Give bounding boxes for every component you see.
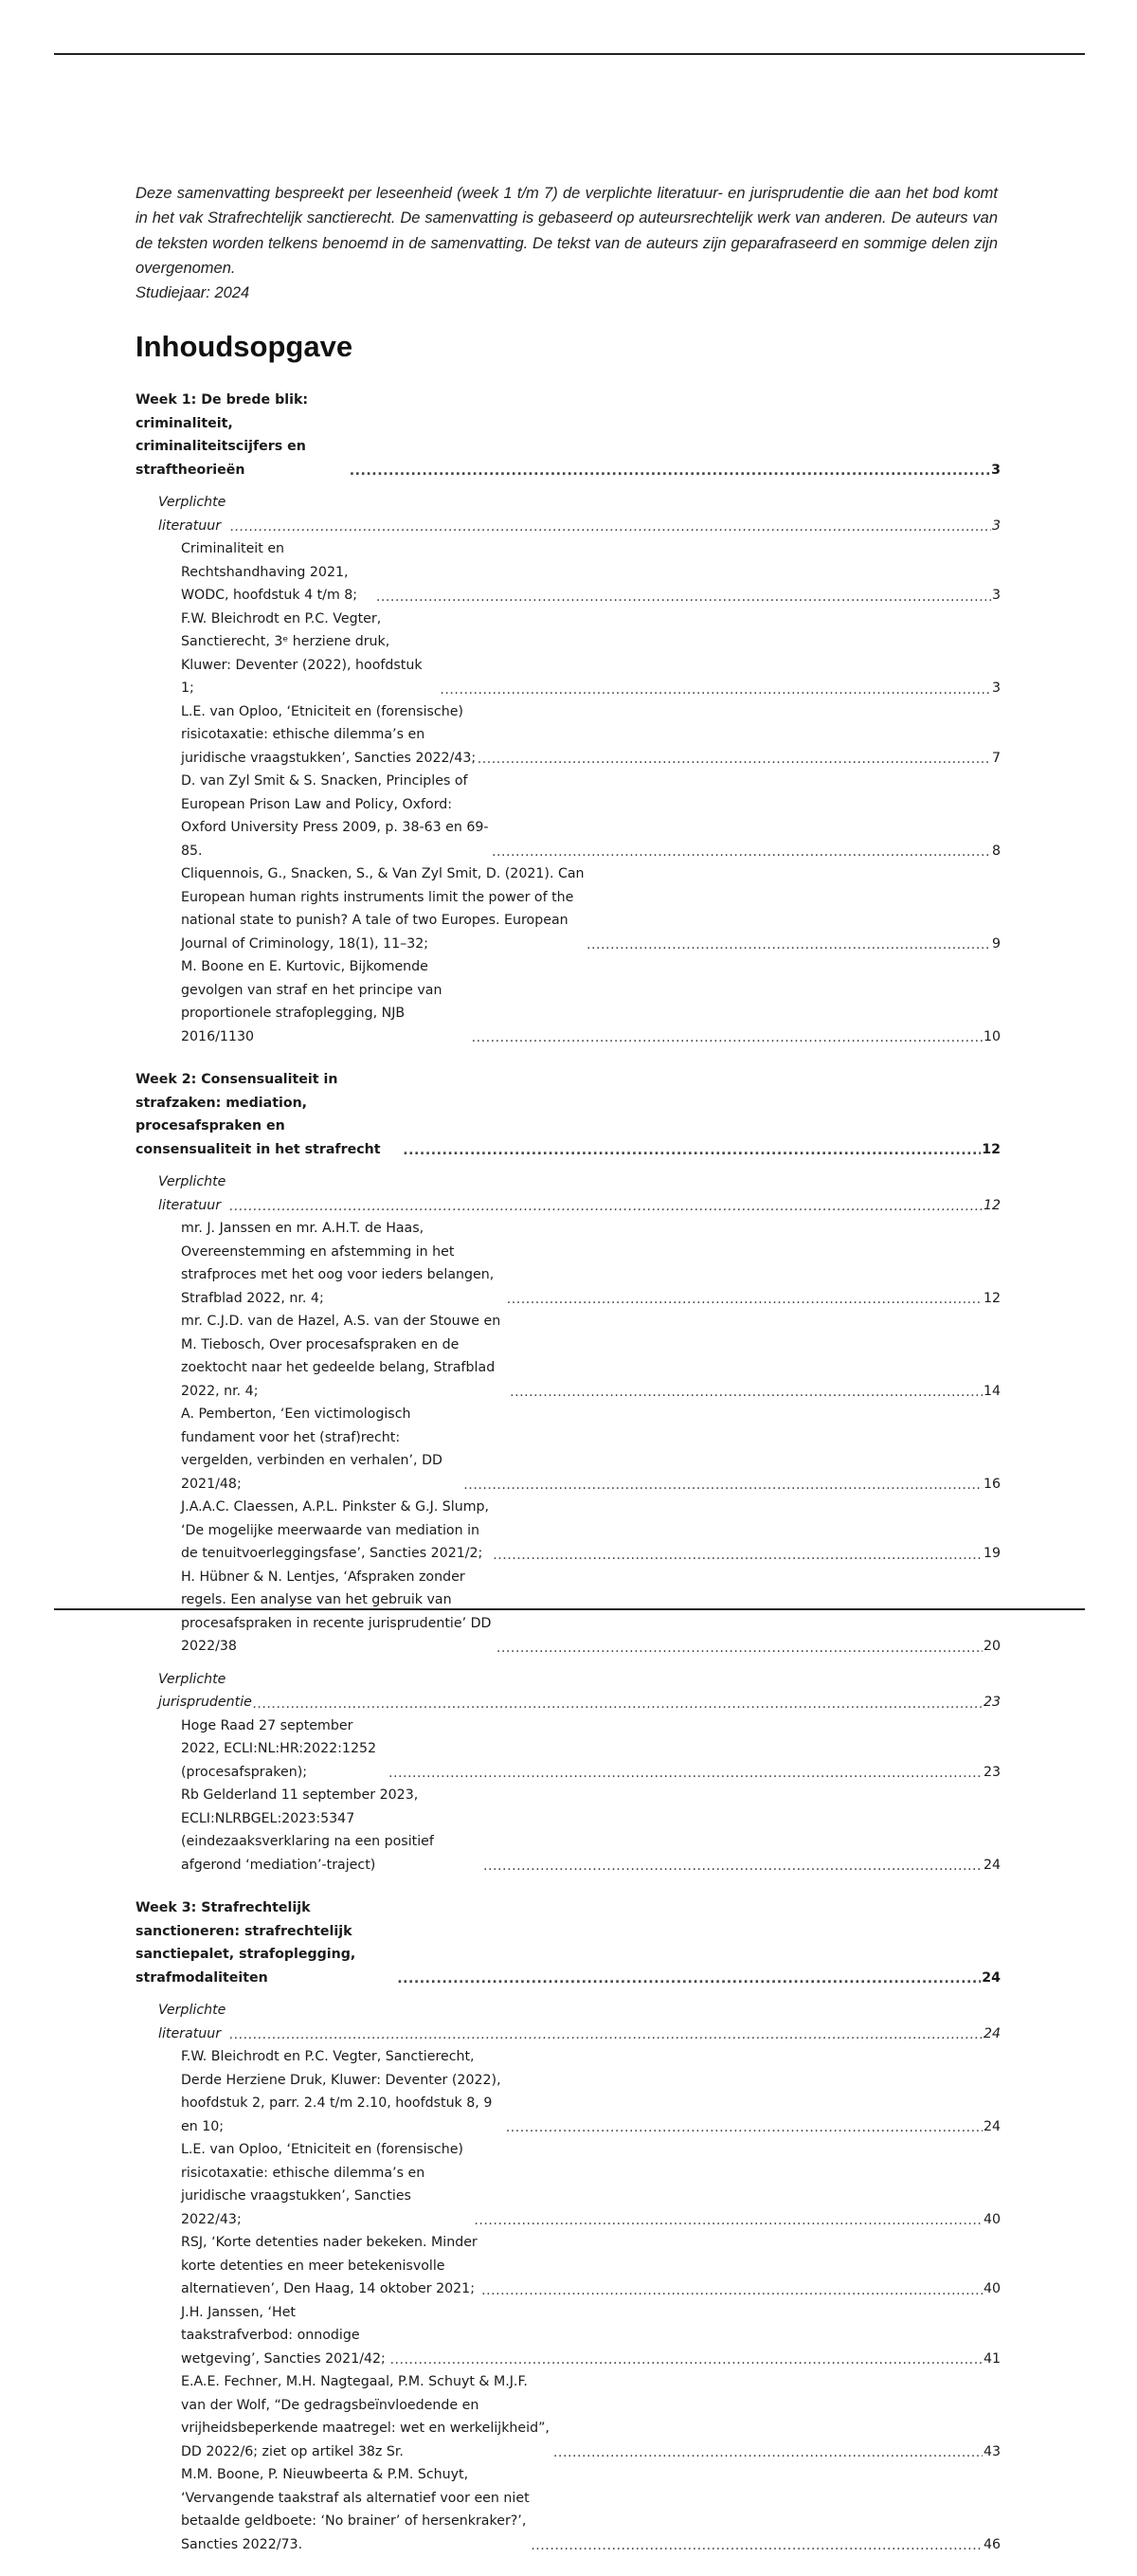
toc-entry-text: F.W. Bleichrodt en P.C. Vegter, Sanctierecht, Derde Herziene Druk, Kluwer: Deventer (2022), hoofdstuk 2, parr. 2.4 t/m 2.10, hoofdstuk 8, 9 en 10; (181, 2049, 501, 2134)
toc-week-1 (135, 389, 1001, 1048)
dot-leader (481, 2286, 983, 2295)
toc-entry-page: 20 (983, 1639, 1001, 1654)
toc-entry-page: 40 (983, 2211, 1001, 2227)
toc-section-heading-text: Verplichte literatuur (158, 495, 226, 534)
toc-entry[interactable] (135, 1566, 1001, 1659)
toc-entry-page: 46 (983, 2536, 1001, 2552)
toc-entry[interactable] (135, 1310, 1001, 1403)
toc-section (135, 491, 1001, 1048)
toc-week-heading[interactable] (135, 389, 1001, 481)
toc-week-heading-text: Week 1: De brede blik: criminaliteit, criminaliteitscijfers en straftheorieën (135, 392, 309, 478)
toc-week-2 (135, 1068, 1001, 1877)
toc-entry-text: D. van Zyl Smit & S. Snacken, Principles of European Prison Law and Policy, Oxford: Oxford University Press 2009, p. 38-63 en 69-85. (181, 773, 489, 859)
intro-paragraph: Deze samenvatting bespreekt per leseenheid (week 1 t/m 7) de verplichte literatuur- en jurisprudentie die aan het bod komt in het vak Strafrechtelijk sanctierecht. De samenvatting is gebaseerd op auteursrechtelijk werk van anderen. De auteurs van de teksten worden telkens benoemd in de samenvatting. De tekst van de auteurs zijn geparafraseerd en sommige delen zijn overgenomen. (135, 185, 998, 277)
toc-entry-text: mr. C.J.D. van de Hazel, A.S. van der Stouwe en M. Tiebosch, Over procesafspraken en de zoektocht naar het gedeelde belang, Strafblad 2022, nr. 4; (181, 1314, 501, 1399)
toc-section (135, 1170, 1001, 1659)
toc-week-heading-text: Week 3: Strafrechtelijk sanctioneren: strafrechtelijk sanctiepalet, strafoplegging, strafmodaliteiten (135, 1900, 356, 1986)
dot-leader (440, 685, 991, 695)
footer-rule (54, 1608, 1085, 1610)
dot-leader (510, 1388, 983, 1397)
toc-entry[interactable] (135, 2138, 1001, 2231)
toc-entry[interactable] (135, 1217, 1001, 1310)
toc-entry[interactable] (135, 2463, 1001, 2556)
toc-entry-text: J.A.A.C. Claessen, A.P.L. Pinkster & G.J. Slump, ‘De mogelijke meerwaarde van mediation in de tenuitvoerleggingsfase’, Sancties 2021/2; (181, 1499, 490, 1561)
toc-entry-page: 7 (991, 750, 1001, 766)
toc-entry-page: 3 (991, 588, 1001, 603)
toc-week-heading-page: 24 (982, 1969, 1001, 1986)
toc-entry-text: E.A.E. Fechner, M.H. Nagtegaal, P.M. Schuyt & M.J.F. van der Wolf, “De gedragsbeïnvloedende en vrijheidsbeperkende maatregel: wet en werkelijkheid”, DD 2022/6; ziet op artikel 38z Sr. (181, 2374, 550, 2459)
toc-entry[interactable] (135, 2231, 1001, 2301)
toc-section-heading[interactable] (135, 1668, 1001, 1714)
toc-entry-page: 24 (983, 2118, 1001, 2134)
toc-entry-page: 12 (983, 1290, 1001, 1306)
dot-leader (493, 1551, 983, 1560)
toc-entry-page: 8 (991, 843, 1001, 859)
table-of-contents (135, 389, 1001, 2576)
dot-leader (531, 2541, 983, 2550)
toc-entry-text: Criminaliteit en Rechtshandhaving 2021, WODC, hoofdstuk 4 t/m 8; (181, 541, 358, 603)
toc-entry[interactable] (135, 770, 1001, 862)
toc-entry[interactable] (135, 1496, 1001, 1566)
toc-week-heading[interactable] (135, 1068, 1001, 1161)
toc-section-heading-page: 24 (983, 2025, 1001, 2041)
toc-entry-page: 14 (983, 1383, 1001, 1399)
toc-entry-text: Hoge Raad 27 september 2022, ECLI:NL:HR:2022:1252 (procesafspraken); (181, 1717, 377, 1780)
toc-section (135, 1999, 1001, 2556)
toc-entry-page: 16 (983, 1476, 1001, 1492)
toc-entry-text: Rb Gelderland 11 september 2023, ECLI:NLRBGEL:2023:5347 (eindezaaksverklaring na een positief afgerond ‘mediation’-traject) (181, 1787, 434, 1873)
toc-entry-page: 3 (991, 680, 1001, 696)
dot-leader (483, 1861, 983, 1871)
dot-leader (376, 592, 991, 602)
toc-entry-text: A. Pemberton, ‘Een victimologisch fundament voor het (straf)recht: vergelden, verbinden en verhalen’, DD 2021/48; (181, 1406, 442, 1492)
dot-leader (507, 1295, 983, 1304)
toc-entry[interactable] (135, 2370, 1001, 2463)
toc-entry-page: 43 (983, 2443, 1001, 2459)
header-rule (54, 53, 1085, 55)
dot-leader (492, 847, 991, 857)
dot-leader (389, 2355, 982, 2365)
toc-week-heading-page: 12 (982, 1141, 1001, 1157)
toc-entry-page: 19 (983, 1546, 1001, 1561)
dot-leader (403, 1146, 981, 1155)
toc-entry[interactable] (135, 608, 1001, 700)
toc-section-heading-page: 3 (991, 517, 1001, 534)
toc-entry-text: H. Hübner & N. Lentjes, ‘Afspraken zonder regels. Een analyse van het gebruik van procesafspraken in recente jurisprudentie’ DD 2022/38 (181, 1569, 492, 1654)
toc-section-heading[interactable] (135, 1170, 1001, 1217)
dot-leader (253, 1699, 983, 1709)
dot-leader (350, 466, 990, 476)
dot-leader (587, 940, 991, 950)
toc-entry[interactable] (135, 1403, 1001, 1496)
toc-entry-page: 9 (991, 935, 1001, 952)
toc-section-heading-text: Verplichte literatuur (158, 2003, 226, 2041)
toc-heading: Inhoudsopgave (135, 330, 353, 363)
dot-leader (553, 2448, 983, 2458)
toc-entry[interactable] (135, 700, 1001, 771)
dot-leader (388, 1769, 983, 1778)
toc-entry[interactable] (135, 537, 1001, 608)
toc-week-3 (135, 1896, 1001, 2556)
toc-entry-text: mr. J. Janssen en mr. A.H.T. de Haas, Overeenstemming en afstemming in het strafproces met het oog voor ieders belangen, Strafblad 2022, nr. 4; (181, 1221, 495, 1306)
toc-week-heading-page: 3 (991, 462, 1001, 478)
toc-section-heading-text: Verplichte jurisprudentie (158, 1671, 252, 1710)
toc-entry-page: 23 (983, 1764, 1001, 1780)
dot-leader (496, 1643, 983, 1653)
dot-leader (230, 522, 991, 532)
dot-leader (474, 2216, 983, 2225)
toc-week-heading-text: Week 2: Consensualiteit in strafzaken: mediation, procesafspraken en consensualiteit in het strafrecht (135, 1072, 381, 1157)
toc-entry-page: 40 (983, 2281, 1001, 2296)
dot-leader (472, 1033, 983, 1043)
toc-entry-page: 10 (983, 1028, 1001, 1044)
study-year: Studiejaar: 2024 (135, 284, 250, 302)
toc-entry[interactable] (135, 2045, 1001, 2138)
toc-entry-text: J.H. Janssen, ‘Het taakstrafverbod: onnodige wetgeving’, Sancties 2021/42; (181, 2304, 386, 2367)
toc-section-heading[interactable] (135, 491, 1001, 537)
toc-entry-text: L.E. van Oploo, ‘Etniciteit en (forensische) risicotaxatie: ethische dilemma’s en juridische vraagstukken’, Sancties 2022/43; (181, 703, 477, 766)
toc-week-heading[interactable] (135, 1896, 1001, 1989)
toc-section-heading-page: 23 (983, 1695, 1001, 1710)
dot-leader (463, 1480, 983, 1490)
toc-entry[interactable] (135, 1714, 1001, 1785)
toc-section-heading-text: Verplichte literatuur (158, 1174, 226, 1213)
toc-entry-page: 41 (983, 2350, 1001, 2367)
dot-leader (506, 2123, 983, 2132)
toc-entry-text: Cliquennois, G., Snacken, S., & Van Zyl Smit, D. (2021). Can European human rights instruments limit the power of the national state to punish? A tale of two Europes. European Journal of Criminology, 18(1), 11–32; (181, 866, 585, 952)
toc-section-heading[interactable] (135, 1999, 1001, 2045)
toc-entry[interactable] (135, 2301, 1001, 2371)
toc-entry-text: F.W. Bleichrodt en P.C. Vegter, Sanctierecht, 3ᵉ herziene druk, Kluwer: Deventer (2022), hoofdstuk 1; (181, 610, 423, 696)
toc-entry[interactable] (135, 1784, 1001, 1877)
dot-leader (478, 754, 991, 764)
toc-entry-text: M. Boone en E. Kurtovic, Bijkomende gevolgen van straf en het principe van proportionele strafoplegging, NJB 2016/1130 (181, 959, 442, 1044)
toc-section (135, 1668, 1001, 1878)
toc-section-heading-page: 12 (983, 1197, 1001, 1213)
dot-leader (397, 1974, 981, 1984)
toc-entry-text: RSJ, ‘Korte detenties nader bekeken. Minder korte detenties en meer betekenisvolle alternatieven’, Den Haag, 14 oktober 2021; (181, 2235, 478, 2296)
dot-leader (229, 2030, 983, 2040)
toc-entry[interactable] (135, 862, 1001, 955)
toc-entry-text: M.M. Boone, P. Nieuwbeerta & P.M. Schuyt, ‘Vervangende taakstraf als alternatief voor een niet betaalde geldboete: ‘No brainer’ of hersenkraker?’, Sancties 2022/73. (181, 2467, 530, 2552)
intro-block (135, 181, 998, 305)
toc-entry-text: L.E. van Oploo, ‘Etniciteit en (forensische) risicotaxatie: ethische dilemma’s en juridische vraagstukken’, Sancties 2022/43; (181, 2142, 463, 2227)
toc-entry[interactable] (135, 955, 1001, 1048)
toc-entry-page: 24 (983, 1857, 1001, 1873)
dot-leader (229, 1202, 983, 1211)
